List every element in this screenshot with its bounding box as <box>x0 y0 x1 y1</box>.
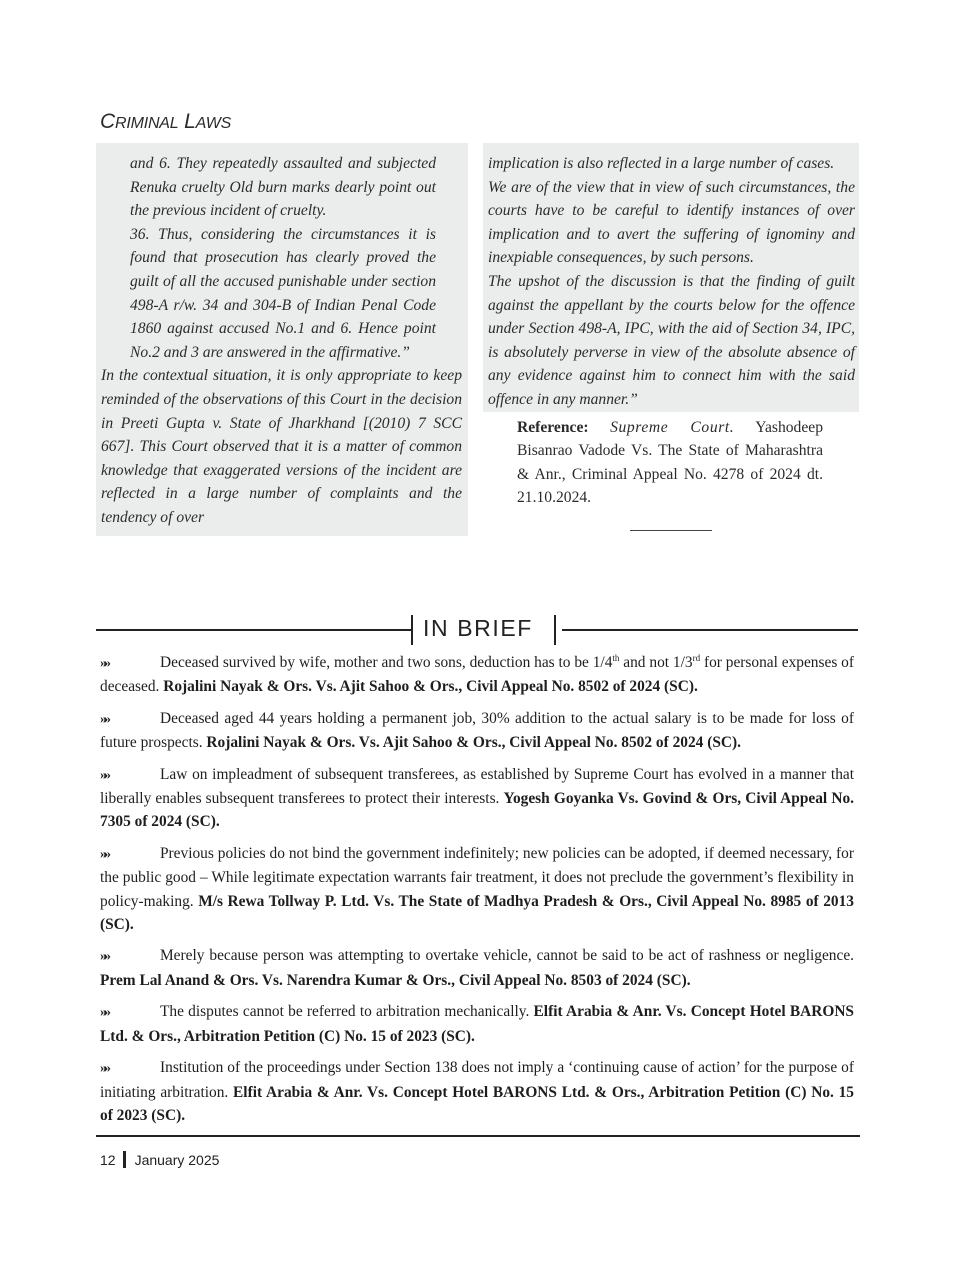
brief-text: Previous policies do not bind the government indefinitely; new policies can be adopted, if deemed necessary, for the public good – While legitimate expectation warrants fair treatment, it does not preclude the government’s flexibility in policy-making. <box>100 844 854 910</box>
brief-text: Deceased aged 44 years holding a permanent job, 30% addition to the actual salary is to be made for loss of future prospects. <box>100 709 854 752</box>
page-footer <box>100 1151 219 1168</box>
brief-text: and not 1/3 <box>619 654 693 671</box>
quote-paragraph: implication is also reflected in a large number of cases. <box>488 155 835 172</box>
brief-text: Law on impleadment of subsequent transferees, as established by Supreme Court has evolved in a manner that liberally enables subsequent transferees to protect their interests. <box>100 765 854 808</box>
double-arrow-icon: »» <box>100 767 108 783</box>
footer-separator <box>123 1151 126 1168</box>
case-citation: Yogesh Goyanka Vs. Govind & Ors, Civil Appeal No. 7305 of 2024 (SC). <box>100 790 854 831</box>
brief-item <box>100 707 854 755</box>
heading-rule-left <box>96 629 412 631</box>
brief-text: for personal expenses of deceased. <box>100 654 854 696</box>
footer-rule <box>96 1135 860 1137</box>
section-header-initial: C <box>100 110 115 133</box>
brief-text: Deceased survived by wife, mother and two sons, deduction has to be 1/4 <box>160 654 613 671</box>
ordinal-suffix: th <box>612 652 620 663</box>
heading-bar-right <box>554 615 556 645</box>
reference-citation <box>483 412 859 510</box>
quote-paragraph: and 6. They repeatedly assaulted and subjected Renuka cruelty Old burn marks dearly point out the previous incident of cruelty. <box>130 155 436 220</box>
double-arrow-icon: »» <box>100 711 108 727</box>
brief-item <box>100 1056 854 1127</box>
heading-rule-right <box>562 629 858 631</box>
double-arrow-icon: »» <box>100 949 108 965</box>
case-citation: Elfit Arabia & Anr. Vs. Concept Hotel BARONS Ltd. & Ors., Arbitration Petition (C) No. 15 of 2023 (SC). <box>100 1003 854 1045</box>
left-column <box>96 143 468 536</box>
page-number: 12 <box>100 1152 116 1168</box>
brief-item <box>100 651 854 699</box>
commentary-paragraph: In the contextual situation, it is only appropriate to keep reminded of the observations of this Court in the decision in Preeti Gupta v. State of Jharkhand [(2010) 7 SCC 667]. This Court observed that it is a matter of common knowledge that exaggerated versions of the incident are reflected in a large number of complaints and the tendency of over <box>101 367 462 526</box>
quote-paragraph: The upshot of the discussion is that the finding of guilt against the appellant by the courts below for the offence under Section 498-A, IPC, with the aid of Section 34, IPC, is absolutely perverse in view of the absolute absence of any evidence against him to connect him with the said offence in any manner.” <box>488 272 855 408</box>
quote-paragraph: 36. Thus, considering the circumstances it is found that prosecution has clearly proved the guilt of all the accused punishable under section 498-A r/w. 34 and 304-B of Indian Penal Code 1860 against accused No.1 and 6. Hence point No.2 and 3 are answered in the affirmative.” <box>130 225 436 361</box>
case-citation: Prem Lal Anand & Ors. Vs. Narendra Kumar & Ors., Civil Appeal No. 8503 of 2024 (SC). <box>100 971 691 989</box>
brief-item <box>100 842 854 937</box>
quote-paragraph: We are of the view that in view of such circumstances, the courts have to be careful to identify instances of over implication and to avert the suffering of ignominy and inexpiable consequences, by such persons. <box>488 178 855 267</box>
case-citation: M/s Rewa Tollway P. Ltd. Vs. The State of Madhya Pradesh & Ors., Civil Appeal No. 8985 of 2013 (SC). <box>100 892 854 934</box>
section-header-initial-2: L <box>184 110 196 133</box>
brief-text: Institution of the proceedings under Section 138 does not imply a ‘continuing cause of action’ for the purpose of initiating arbitration. <box>100 1059 854 1101</box>
heading-bar-left <box>411 615 413 645</box>
in-brief-title: IN BRIEF <box>423 615 533 641</box>
double-arrow-icon: »» <box>100 846 108 862</box>
reference-text: Yashodeep Bisanrao Vadode Vs. The State of Maharashtra & Anr., Criminal Appeal No. 4278 of 2024 dt. 21.10.2024. <box>517 418 823 507</box>
judgment-quote <box>96 143 468 364</box>
commentary-block <box>96 364 468 535</box>
section-header-rest: RIMINAL <box>114 115 179 132</box>
reference-label: Reference: <box>517 418 589 436</box>
reference-court: Supreme Court. <box>610 418 735 436</box>
brief-item <box>100 763 854 834</box>
brief-text: Merely because person was attempting to overtake vehicle, cannot be said to be act of rashness or negligence. <box>160 947 854 965</box>
case-citation: Rojalini Nayak & Ors. Vs. Ajit Sahoo & Ors., Civil Appeal No. 8502 of 2024 (SC). <box>206 734 741 752</box>
issue-date: January 2025 <box>134 1152 220 1168</box>
brief-item <box>100 1000 854 1048</box>
continued-quote <box>483 143 859 412</box>
case-citation: Elfit Arabia & Anr. Vs. Concept Hotel BARONS Ltd. & Ors., Arbitration Petition (C) No. 15 of 2023 (SC). <box>100 1083 855 1124</box>
in-brief-heading <box>96 613 858 647</box>
section-header <box>100 110 231 134</box>
double-arrow-icon: »» <box>100 656 108 671</box>
section-header-rest-2: AWS <box>195 115 232 132</box>
ordinal-suffix: rd <box>692 652 701 663</box>
in-brief-list <box>100 651 854 1135</box>
article-end-rule <box>630 530 712 531</box>
brief-item <box>100 944 854 992</box>
right-column <box>483 143 859 531</box>
double-arrow-icon: »» <box>100 1005 108 1021</box>
case-citation: Rojalini Nayak & Ors. Vs. Ajit Sahoo & Ors., Civil Appeal No. 8502 of 2024 (SC). <box>163 678 698 696</box>
brief-text: The disputes cannot be referred to arbitration mechanically. <box>160 1003 534 1021</box>
double-arrow-icon: »» <box>100 1061 108 1077</box>
